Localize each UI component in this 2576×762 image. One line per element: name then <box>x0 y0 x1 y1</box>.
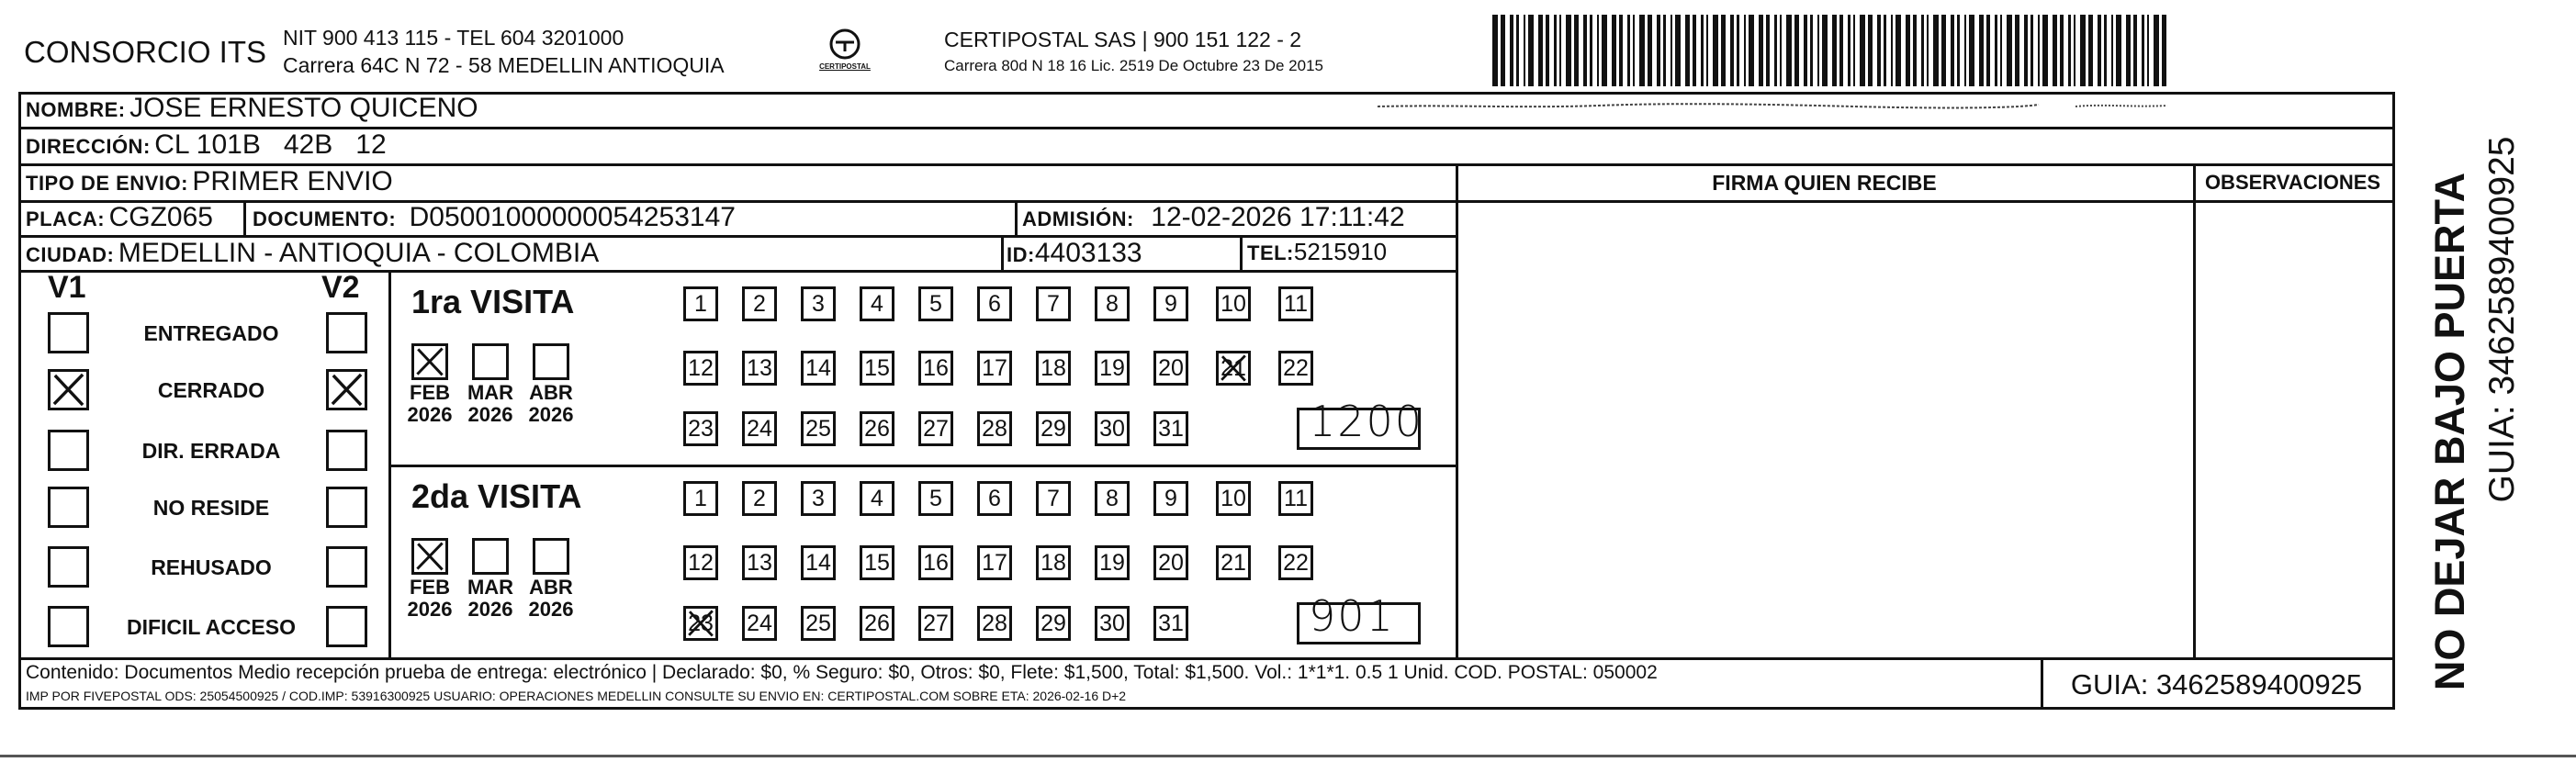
day-number: 2 <box>753 291 766 317</box>
day-box[interactable] <box>801 286 836 321</box>
company-nit: NIT 900 413 115 - TEL 604 3201000 <box>283 26 624 50</box>
day-box[interactable] <box>1278 545 1313 580</box>
tipo-row <box>26 166 393 197</box>
day-box[interactable] <box>1216 351 1251 386</box>
footer-imp: IMP POR FIVEPOSTAL ODS: 25054500925 / COD.IMP: 53916300925 USUARIO: OPERACIONES MEDELLIN CONSULTE SU ENVIO EN: CERTIPOSTAL.COM SOBRE ETA: 2026-02-16 D+2 <box>26 689 1127 703</box>
day-number: 26 <box>864 611 890 636</box>
footer-guia: GUIA: 3462589400925 <box>2070 668 2363 700</box>
day-box[interactable] <box>1036 286 1071 321</box>
day-box[interactable] <box>683 286 718 321</box>
day-box[interactable] <box>1095 606 1130 641</box>
month-name: FEB <box>410 381 450 404</box>
day-box[interactable] <box>1278 481 1313 516</box>
day-number: 28 <box>982 611 1007 636</box>
x-mark-icon <box>414 346 445 377</box>
day-box[interactable] <box>977 606 1012 641</box>
day-number: 3 <box>812 291 825 317</box>
tel-label: TEL: <box>1247 241 1294 264</box>
day-number: 30 <box>1099 611 1125 636</box>
month-year: 2026 <box>467 598 513 621</box>
day-number: 17 <box>982 550 1007 576</box>
status-label: DIFICIL ACCESO <box>126 615 296 639</box>
day-box[interactable] <box>801 606 836 641</box>
id-field <box>1007 238 1142 269</box>
month-year: 2026 <box>407 403 453 426</box>
day-box[interactable] <box>801 481 836 516</box>
day-number: 31 <box>1158 611 1184 636</box>
documento-value: D05001000000054253147 <box>409 202 736 232</box>
day-box[interactable] <box>860 351 894 386</box>
day-number: 18 <box>1041 550 1066 576</box>
day-box[interactable] <box>1095 545 1130 580</box>
day-box[interactable] <box>683 545 718 580</box>
day-box[interactable] <box>1095 481 1130 516</box>
documento-field <box>253 202 736 233</box>
day-number: 8 <box>1106 291 1119 317</box>
day-box[interactable] <box>742 411 777 446</box>
day-number: 8 <box>1106 486 1119 511</box>
day-number: 18 <box>1041 355 1066 381</box>
x-mark-icon <box>414 541 445 572</box>
day-box[interactable] <box>860 481 894 516</box>
status-label: ENTREGADO <box>143 321 279 345</box>
month-checkbox[interactable] <box>411 343 448 380</box>
day-number: 14 <box>805 355 831 381</box>
nombre-value: JOSE ERNESTO QUICENO <box>129 93 478 123</box>
day-box[interactable] <box>1278 351 1313 386</box>
day-box[interactable] <box>801 545 836 580</box>
company-address: Carrera 64C N 72 - 58 MEDELLIN ANTIOQUIA <box>283 53 725 77</box>
day-number: 5 <box>929 291 942 317</box>
day-box[interactable] <box>1153 286 1188 321</box>
tel-field <box>1247 238 1387 266</box>
day-box[interactable] <box>977 286 1012 321</box>
day-box[interactable] <box>683 411 718 446</box>
day-number: 23 <box>688 611 714 636</box>
day-box[interactable] <box>1036 481 1071 516</box>
month-year: 2026 <box>467 403 513 426</box>
day-number: 20 <box>1158 550 1184 576</box>
month-name: MAR <box>467 576 514 599</box>
day-number: 23 <box>688 416 714 442</box>
day-box[interactable] <box>918 411 953 446</box>
day-number: 19 <box>1099 550 1125 576</box>
day-box[interactable] <box>1095 411 1130 446</box>
day-box[interactable] <box>742 351 777 386</box>
direccion-row <box>26 129 387 161</box>
day-number: 9 <box>1164 486 1177 511</box>
day-box[interactable] <box>860 286 894 321</box>
documento-label: DOCUMENTO: <box>253 207 397 230</box>
day-number: 7 <box>1047 486 1060 511</box>
month-checkbox[interactable] <box>533 343 569 380</box>
day-number: 12 <box>688 355 714 381</box>
x-mark-icon <box>329 372 365 408</box>
ciudad-field <box>26 238 599 269</box>
day-box[interactable] <box>742 606 777 641</box>
day-box[interactable] <box>1153 351 1188 386</box>
x-mark-icon <box>51 372 86 408</box>
day-box[interactable] <box>742 286 777 321</box>
status-v1-checkbox[interactable] <box>48 312 89 353</box>
status-label: DIR. ERRADA <box>141 439 281 463</box>
status-v2-checkbox[interactable] <box>326 369 367 410</box>
day-box[interactable] <box>1216 481 1251 516</box>
admision-value: 12-02-2026 17:11:42 <box>1151 202 1405 232</box>
nombre-label: NOMBRE: <box>26 98 126 121</box>
day-box[interactable] <box>801 411 836 446</box>
day-number: 14 <box>805 550 831 576</box>
day-box[interactable] <box>918 545 953 580</box>
carrier-address: Carrera 80d N 18 16 Lic. 2519 De Octubre 23 De 2015 <box>944 57 1323 74</box>
month-year: 2026 <box>528 598 574 621</box>
day-number: 1 <box>694 486 707 511</box>
month-year: 2026 <box>528 403 574 426</box>
day-box[interactable] <box>860 545 894 580</box>
visit-title: 1ra VISITA <box>411 283 575 320</box>
day-number: 4 <box>871 486 883 511</box>
status-v2-checkbox[interactable] <box>326 606 367 647</box>
status-v1-checkbox[interactable] <box>48 430 89 471</box>
ciudad-value: MEDELLIN - ANTIOQUIA - COLOMBIA <box>118 238 600 268</box>
month-checkbox[interactable] <box>472 343 509 380</box>
day-number: 15 <box>864 550 890 576</box>
day-box[interactable] <box>918 351 953 386</box>
status-v1-checkbox[interactable] <box>48 546 89 588</box>
day-box[interactable] <box>1153 545 1188 580</box>
barcode-icon <box>1492 15 2172 86</box>
certipostal-logo <box>817 26 872 81</box>
day-number: 10 <box>1221 486 1246 511</box>
day-box[interactable] <box>1153 606 1188 641</box>
day-box[interactable] <box>860 606 894 641</box>
tipo-value: PRIMER ENVIO <box>192 166 393 196</box>
day-box[interactable] <box>1095 351 1130 386</box>
day-box[interactable] <box>1216 286 1251 321</box>
id-value: 4403133 <box>1034 238 1142 268</box>
day-box[interactable] <box>918 481 953 516</box>
day-number: 6 <box>988 486 1001 511</box>
tel-value: 5215910 <box>1293 238 1388 265</box>
day-number: 20 <box>1158 355 1184 381</box>
day-number: 9 <box>1164 291 1177 317</box>
month-label <box>402 577 457 621</box>
visit-title: 2da VISITA <box>411 477 582 515</box>
id-label: ID: <box>1007 243 1035 266</box>
nombre-row <box>26 93 478 124</box>
day-box[interactable] <box>683 481 718 516</box>
side-warning: NO DEJAR BAJO PUERTA <box>2426 172 2473 691</box>
day-box[interactable] <box>801 351 836 386</box>
month-name: FEB <box>410 576 450 599</box>
x-mark-icon <box>686 609 715 638</box>
day-number: 5 <box>929 486 942 511</box>
status-v1-checkbox[interactable] <box>48 369 89 410</box>
logo-text: CERTIPOSTAL <box>819 62 871 71</box>
company-name: CONSORCIO ITS <box>24 35 267 69</box>
status-v1-checkbox[interactable] <box>48 487 89 528</box>
day-number: 27 <box>923 416 949 442</box>
day-number: 16 <box>923 550 949 576</box>
month-name: ABR <box>529 381 573 404</box>
day-box[interactable] <box>1036 606 1071 641</box>
day-number: 25 <box>805 416 831 442</box>
day-number: 11 <box>1284 486 1308 511</box>
admision-label: ADMISIÓN: <box>1022 207 1134 230</box>
firma-header: FIRMA QUIEN RECIBE <box>1712 171 1937 195</box>
day-number: 24 <box>747 611 772 636</box>
day-number: 1 <box>694 291 707 317</box>
status-label: CERRADO <box>157 378 265 402</box>
day-box[interactable] <box>977 351 1012 386</box>
day-number: 29 <box>1041 611 1066 636</box>
placa-field <box>26 202 213 233</box>
day-number: 16 <box>923 355 949 381</box>
status-v2-checkbox[interactable] <box>326 312 367 353</box>
month-checkbox[interactable] <box>533 538 569 575</box>
month-year: 2026 <box>407 598 453 621</box>
handwritten-time: 1200 <box>1309 397 1424 446</box>
day-number: 30 <box>1099 416 1125 442</box>
day-box[interactable] <box>1095 286 1130 321</box>
month-label <box>463 577 518 621</box>
day-number: 13 <box>747 550 772 576</box>
placa-value: CGZ065 <box>108 202 213 232</box>
status-v2-checkbox[interactable] <box>326 487 367 528</box>
day-number: 26 <box>864 416 890 442</box>
day-number: 6 <box>988 291 1001 317</box>
footer-contenido: Contenido: Documentos Medio recepción prueba de entrega: electrónico | Declarado: $0, % Seguro: $0, Otros: $0, Flete: $1,500, Total: $1,500. Vol.: 1*1*1. 0.5 1 Unid. COD. POSTAL: 050002 <box>26 662 1658 683</box>
day-number: 2 <box>753 486 766 511</box>
day-number: 13 <box>747 355 772 381</box>
day-number: 11 <box>1284 291 1308 317</box>
day-box[interactable] <box>1036 545 1071 580</box>
day-box[interactable] <box>977 481 1012 516</box>
day-box[interactable] <box>683 606 718 641</box>
day-box[interactable] <box>860 411 894 446</box>
day-number: 4 <box>871 291 883 317</box>
day-number: 19 <box>1099 355 1125 381</box>
day-box[interactable] <box>1153 411 1188 446</box>
day-box[interactable] <box>1278 286 1313 321</box>
tipo-label: TIPO DE ENVIO: <box>26 172 188 195</box>
day-box[interactable] <box>977 411 1012 446</box>
day-number: 27 <box>923 611 949 636</box>
day-box[interactable] <box>1036 411 1071 446</box>
carrier-name: CERTIPOSTAL SAS | 900 151 122 - 2 <box>944 28 1302 51</box>
day-box[interactable] <box>918 606 953 641</box>
barcode <box>1492 15 2172 86</box>
month-label <box>402 382 457 426</box>
day-number: 21 <box>1221 550 1246 576</box>
direccion-label: DIRECCIÓN: <box>26 135 151 158</box>
ciudad-label: CIUDAD: <box>26 243 115 266</box>
day-number: 10 <box>1221 291 1246 317</box>
certipostal-logo-icon <box>817 26 872 81</box>
month-name: ABR <box>529 576 573 599</box>
status-v1-checkbox[interactable] <box>48 606 89 647</box>
day-box[interactable] <box>742 481 777 516</box>
day-number: 22 <box>1283 355 1309 381</box>
month-checkbox[interactable] <box>472 538 509 575</box>
admision-field <box>1022 202 1405 233</box>
v2-label: V2 <box>321 270 360 305</box>
day-number: 24 <box>747 416 772 442</box>
day-number: 29 <box>1041 416 1066 442</box>
day-number: 22 <box>1283 550 1309 576</box>
day-box[interactable] <box>918 286 953 321</box>
status-label: REHUSADO <box>151 555 272 579</box>
x-mark-icon <box>1219 353 1248 383</box>
day-box[interactable] <box>1153 481 1188 516</box>
day-box[interactable] <box>977 545 1012 580</box>
day-number: 17 <box>982 355 1007 381</box>
day-number: 3 <box>812 486 825 511</box>
day-number: 15 <box>864 355 890 381</box>
month-label <box>463 382 518 426</box>
direccion-value: CL 101B 42B 12 <box>154 129 387 160</box>
day-number: 12 <box>688 550 714 576</box>
signature-scribble <box>1378 95 2177 119</box>
status-label: NO RESIDE <box>152 496 270 520</box>
month-name: MAR <box>467 381 514 404</box>
day-number: 21 <box>1221 355 1246 381</box>
observaciones-header: OBSERVACIONES <box>2204 171 2381 194</box>
day-box[interactable] <box>1036 351 1071 386</box>
placa-label: PLACA: <box>26 207 106 230</box>
month-label <box>523 382 579 426</box>
month-checkbox[interactable] <box>411 538 448 575</box>
status-v2-checkbox[interactable] <box>326 430 367 471</box>
day-box[interactable] <box>683 351 718 386</box>
status-v2-checkbox[interactable] <box>326 546 367 588</box>
month-label <box>523 577 579 621</box>
v1-label: V1 <box>48 270 86 305</box>
day-number: 28 <box>982 416 1007 442</box>
day-number: 25 <box>805 611 831 636</box>
handwritten-time: 901 <box>1309 591 1395 641</box>
day-box[interactable] <box>742 545 777 580</box>
day-number: 7 <box>1047 291 1060 317</box>
day-box[interactable] <box>1216 545 1251 580</box>
day-number: 31 <box>1158 416 1184 442</box>
side-guia: GUIA: 3462589400925 <box>2482 136 2522 503</box>
